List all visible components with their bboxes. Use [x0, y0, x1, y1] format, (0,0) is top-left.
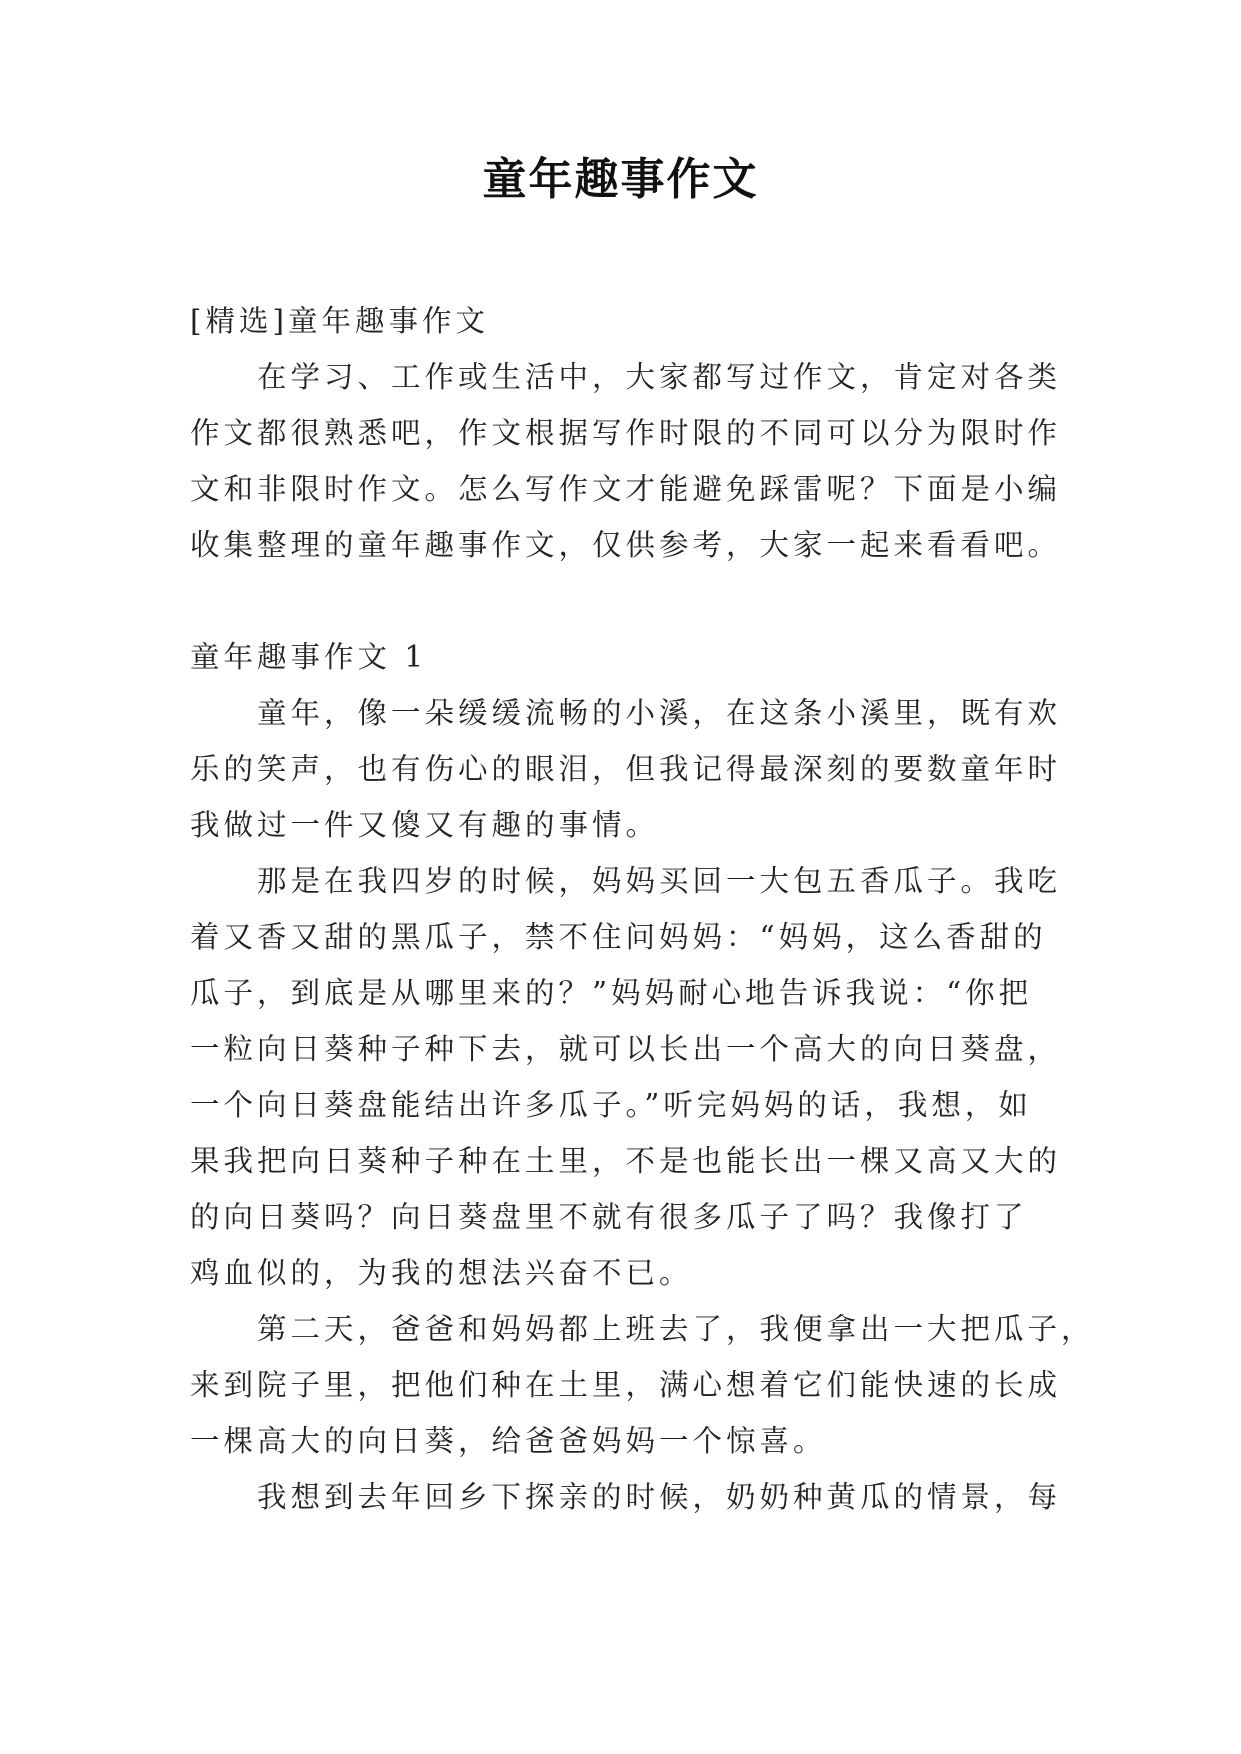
paragraph-line: 童年，像一朵缓缓流畅的小溪，在这条小溪里，既有欢	[190, 696, 1062, 730]
paragraph-line: 我做过一件又傻又有趣的事情。	[190, 808, 660, 842]
paragraph-line: 来到院子里，把他们种在土里，满心想着它们能快速的长成	[190, 1368, 1062, 1402]
paragraph-line: 作文都很熟悉吧，作文根据写作时限的不同可以分为限时作	[190, 416, 1062, 450]
paragraph-line: 文和非限时作文。怎么写作文才能避免踩雷呢？下面是小编	[190, 472, 1062, 506]
paragraph-line: 果我把向日葵种子种在土里，不是也能长出一棵又高又大的	[190, 1144, 1062, 1178]
paragraph-line: 第二天，爸爸和妈妈都上班去了，我便拿出一大把瓜子，	[190, 1312, 1095, 1346]
paragraph-line: 乐的笑声，也有伤心的眼泪，但我记得最深刻的要数童年时	[190, 752, 1062, 786]
blank-line	[190, 573, 1070, 629]
paragraph-line: 的向日葵吗？向日葵盘里不就有很多瓜子了吗？我像打了	[190, 1200, 1028, 1234]
paragraph-line: 着又香又甜的黑瓜子，禁不住问妈妈：“妈妈，这么香甜的	[190, 920, 1047, 954]
paragraph-line: 一棵高大的向日葵，给爸爸妈妈一个惊喜。	[190, 1424, 827, 1458]
paragraph-line: 一个向日葵盘能结出许多瓜子。”听完妈妈的话，我想，如	[190, 1088, 1032, 1122]
paragraph-line: 那是在我四岁的时候，妈妈买回一大包五香瓜子。我吃	[190, 864, 1062, 898]
paragraph-line: 一粒向日葵种子种下去，就可以长出一个高大的向日葵盘，	[190, 1032, 1062, 1066]
document-body	[190, 293, 1095, 1525]
document-title: 童年趣事作文	[482, 154, 759, 205]
paragraph-line: 瓜子，到底是从哪里来的？”妈妈耐心地告诉我说：“你把	[190, 976, 1033, 1010]
section-heading: 童年趣事作文 1	[190, 640, 428, 674]
paragraph-line: 在学习、工作或生活中，大家都写过作文，肯定对各类	[190, 360, 1062, 394]
subtitle-line: [精选]童年趣事作文	[190, 304, 490, 338]
paragraph-line: 鸡血似的，为我的想法兴奋不已。	[190, 1256, 693, 1290]
paragraph-line: 收集整理的童年趣事作文，仅供参考，大家一起来看看吧。	[190, 528, 1062, 562]
paragraph-line: 我想到去年回乡下探亲的时候，奶奶种黄瓜的情景，每	[190, 1480, 1062, 1514]
